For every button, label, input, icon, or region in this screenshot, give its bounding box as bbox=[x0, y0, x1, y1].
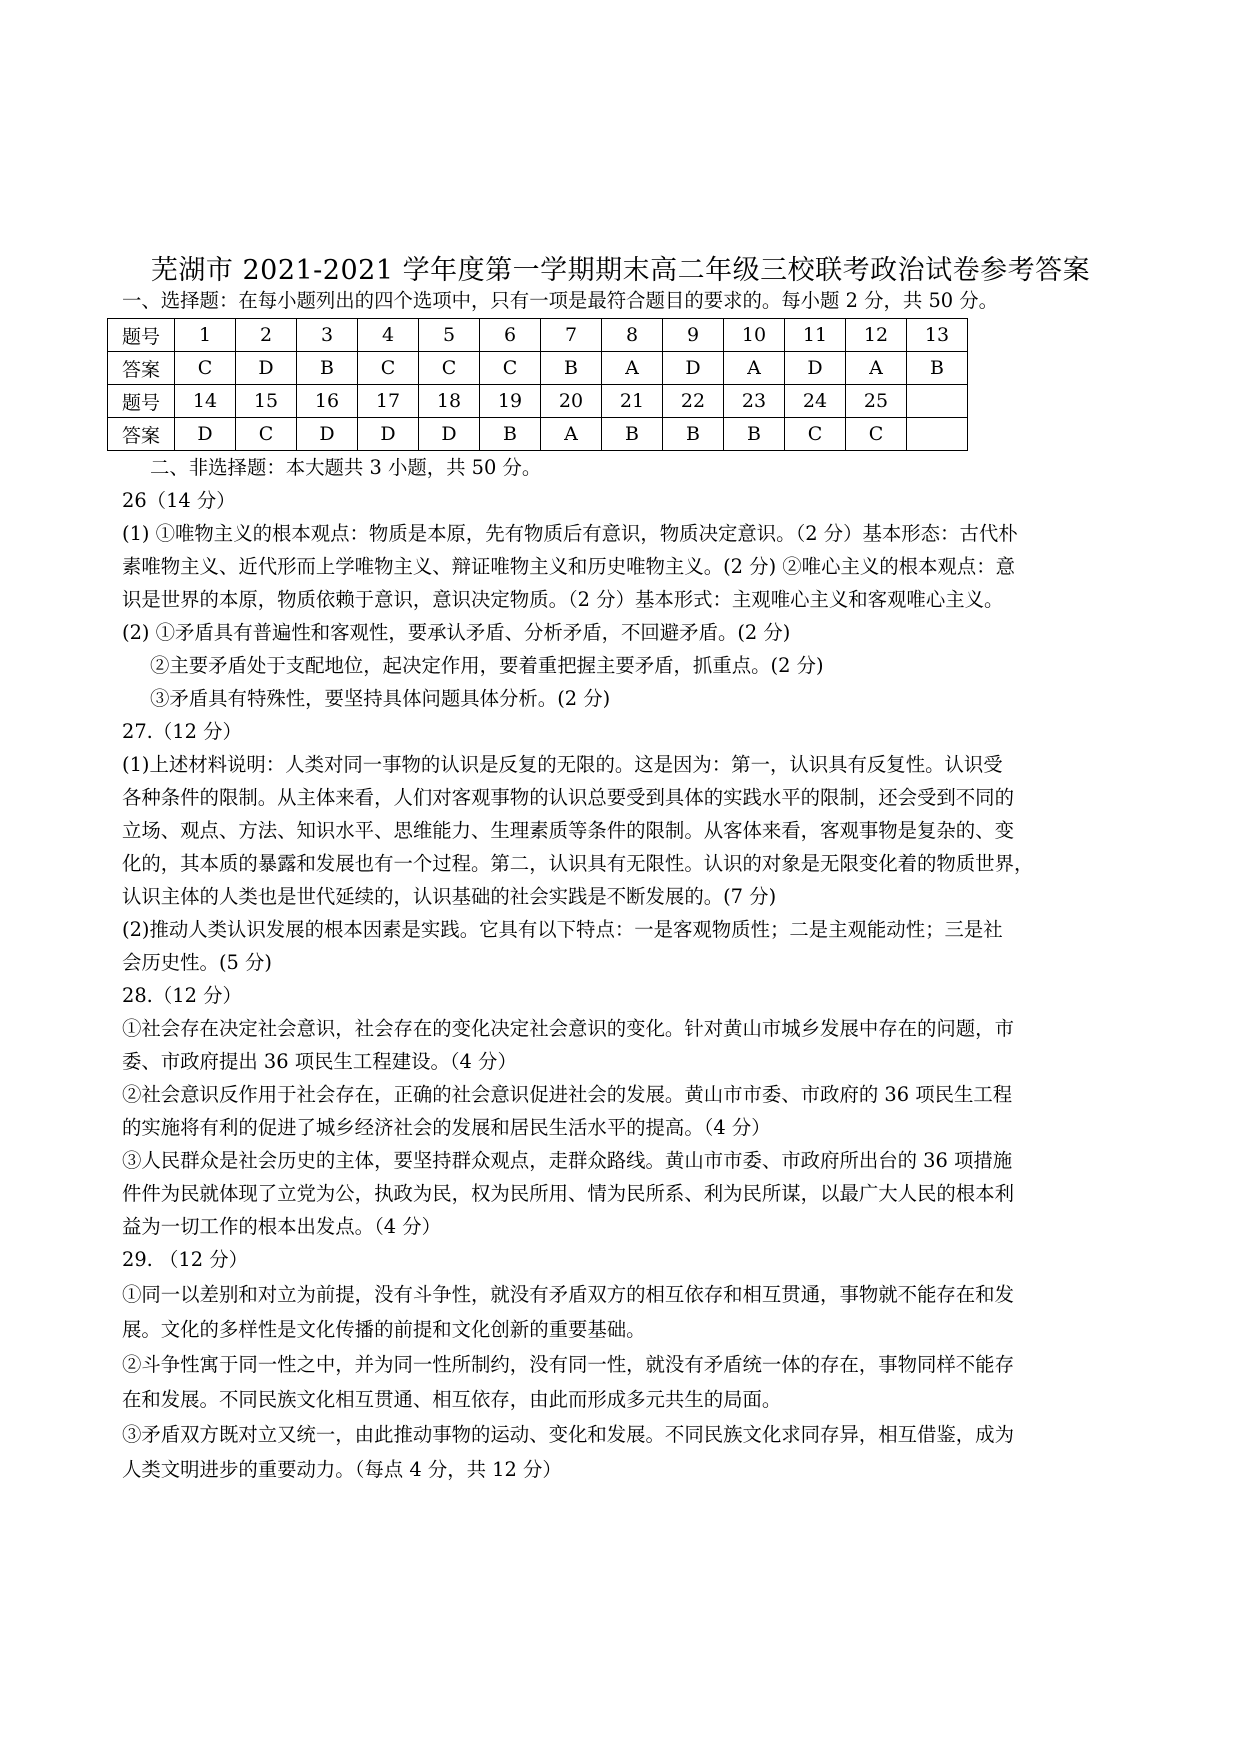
table-cell: B bbox=[724, 418, 785, 451]
answer-line: ③人民群众是社会历史的主体，要坚持群众观点，走群众路线。黄山市市委、市政府所出台的 36 项措施 bbox=[122, 1149, 1013, 1172]
table-cell bbox=[907, 385, 968, 418]
answer-table bbox=[107, 318, 968, 451]
answer-line: ①社会存在决定社会意识，社会存在的变化决定社会意识的变化。针对黄山市城乡发展中存在的问题，市 bbox=[122, 1017, 1014, 1040]
table-cell: 9 bbox=[663, 319, 724, 352]
table-cell: D bbox=[663, 352, 724, 385]
table-cell: 20 bbox=[541, 385, 602, 418]
table-cell: C bbox=[175, 352, 236, 385]
answer-line: 的实施将有利的促进了城乡经济社会的发展和居民生活水平的提高。（4 分） bbox=[122, 1116, 771, 1139]
table-cell: C bbox=[785, 418, 846, 451]
table-cell bbox=[907, 418, 968, 451]
table-cell: D bbox=[236, 352, 297, 385]
table-cell: 6 bbox=[480, 319, 541, 352]
table-cell: 11 bbox=[785, 319, 846, 352]
table-cell: 3 bbox=[297, 319, 358, 352]
answer-line: ②社会意识反作用于社会存在，正确的社会意识促进社会的发展。黄山市市委、市政府的 36 项民生工程 bbox=[122, 1083, 1013, 1106]
answer-line: (2)推动人类认识发展的根本因素是实践。它具有以下特点：一是客观物质性；二是主观能动性；三是社 bbox=[122, 918, 1003, 941]
table-cell: A bbox=[724, 352, 785, 385]
answer-line: 人类文明进步的重要动力。（每点 4 分，共 12 分） bbox=[122, 1458, 562, 1481]
answer-line: ①同一以差别和对立为前提，没有斗争性，就没有矛盾双方的相互依存和相互贯通，事物就不能存在和发 bbox=[122, 1283, 1014, 1306]
answer-line: ③矛盾具有特殊性，要坚持具体问题具体分析。(2 分) bbox=[150, 687, 611, 710]
table-cell: 21 bbox=[602, 385, 663, 418]
question-29-heading: 29. （12 分） bbox=[122, 1248, 249, 1271]
table-cell: C bbox=[480, 352, 541, 385]
answer-line: 各种条件的限制。从主体来看，人们对客观事物的认识总要受到具体的实践水平的限制，还会受到不同的 bbox=[122, 786, 1014, 809]
section-1-heading: 一、选择题：在每小题列出的四个选项中，只有一项是最符合题目的要求的。每小题 2 分，共 50 分。 bbox=[122, 289, 999, 312]
table-cell: C bbox=[236, 418, 297, 451]
table-cell: A bbox=[846, 352, 907, 385]
table-cell: B bbox=[480, 418, 541, 451]
table-cell: 12 bbox=[846, 319, 907, 352]
table-cell: 8 bbox=[602, 319, 663, 352]
table-cell: C bbox=[846, 418, 907, 451]
answer-line: ③矛盾双方既对立又统一，由此推动事物的运动、变化和发展。不同民族文化求同存异，相互借鉴，成为 bbox=[122, 1423, 1014, 1446]
table-cell: C bbox=[358, 352, 419, 385]
answer-line: 识是世界的本原，物质依赖于意识，意识决定物质。（2 分）基本形式：主观唯心主义和客观唯心主义。 bbox=[122, 588, 1004, 611]
row-label: 答案 bbox=[108, 352, 175, 385]
table-cell: D bbox=[297, 418, 358, 451]
table-cell: 24 bbox=[785, 385, 846, 418]
table-cell: C bbox=[419, 352, 480, 385]
table-cell: B bbox=[541, 352, 602, 385]
document-title: 芜湖市 2021-2021 学年度第一学期期末高二年级三校联考政治试卷参考答案 bbox=[150, 255, 1091, 286]
table-cell: 18 bbox=[419, 385, 480, 418]
table-cell: 25 bbox=[846, 385, 907, 418]
section-2-heading: 二、非选择题：本大题共 3 小题，共 50 分。 bbox=[150, 456, 542, 479]
answer-line: 件件为民就体现了立党为公，执政为民，权为民所用、情为民所系、利为民所谋，以最广大人民的根本利 bbox=[122, 1182, 1014, 1205]
question-26-heading: 26（14 分） bbox=[122, 489, 236, 512]
table-cell: 22 bbox=[663, 385, 724, 418]
table-cell: B bbox=[663, 418, 724, 451]
answer-line: (1)上述材料说明：人类对同一事物的认识是反复的无限的。这是因为：第一，认识具有反复性。认识受 bbox=[122, 753, 1003, 776]
row-label: 题号 bbox=[108, 319, 175, 352]
table-cell: 16 bbox=[297, 385, 358, 418]
table-cell: A bbox=[602, 352, 663, 385]
table-cell: 15 bbox=[236, 385, 297, 418]
answer-line: (2) ①矛盾具有普遍性和客观性，要承认矛盾、分析矛盾，不回避矛盾。(2 分) bbox=[122, 621, 791, 644]
table-cell: A bbox=[541, 418, 602, 451]
table-cell: 19 bbox=[480, 385, 541, 418]
answer-line: 化的，其本质的暴露和发展也有一个过程。第二，认识具有无限性。认识的对象是无限变化着的物质世界， bbox=[122, 852, 1034, 875]
table-cell: D bbox=[358, 418, 419, 451]
answer-line: 素唯物主义、近代形而上学唯物主义、辩证唯物主义和历史唯物主义。(2 分) ②唯心主义的根本观点：意 bbox=[122, 555, 1015, 578]
answer-line: ②主要矛盾处于支配地位，起决定作用，要着重把握主要矛盾，抓重点。(2 分) bbox=[150, 654, 824, 677]
answer-line: 益为一切工作的根本出发点。（4 分） bbox=[122, 1215, 442, 1238]
table-row-answers-2 bbox=[108, 418, 968, 451]
table-row-answers-1 bbox=[108, 352, 968, 385]
table-cell: 4 bbox=[358, 319, 419, 352]
row-label: 答案 bbox=[108, 418, 175, 451]
table-cell: B bbox=[602, 418, 663, 451]
table-cell: B bbox=[907, 352, 968, 385]
table-cell: 10 bbox=[724, 319, 785, 352]
table-row-questions-2 bbox=[108, 385, 968, 418]
table-cell: 7 bbox=[541, 319, 602, 352]
answer-line: 会历史性。(5 分) bbox=[122, 951, 272, 974]
table-cell: 1 bbox=[175, 319, 236, 352]
table-cell: D bbox=[419, 418, 480, 451]
question-28-heading: 28.（12 分） bbox=[122, 984, 242, 1007]
answer-line: 立场、观点、方法、知识水平、思维能力、生理素质等条件的限制。从客体来看，客观事物是复杂的、变 bbox=[122, 819, 1014, 842]
answer-line: 认识主体的人类也是世代延续的，认识基础的社会实践是不断发展的。(7 分) bbox=[122, 885, 777, 908]
row-label: 题号 bbox=[108, 385, 175, 418]
answer-line: (1) ①唯物主义的根本观点：物质是本原，先有物质后有意识，物质决定意识。（2 分）基本形态：古代朴 bbox=[122, 522, 1018, 545]
table-cell: D bbox=[175, 418, 236, 451]
table-cell: D bbox=[785, 352, 846, 385]
table-row-questions-1 bbox=[108, 319, 968, 352]
table-cell: B bbox=[297, 352, 358, 385]
table-cell: 17 bbox=[358, 385, 419, 418]
table-cell: 2 bbox=[236, 319, 297, 352]
table-cell: 23 bbox=[724, 385, 785, 418]
answer-line: 展。文化的多样性是文化传播的前提和文化创新的重要基础。 bbox=[122, 1318, 646, 1341]
table-cell: 5 bbox=[419, 319, 480, 352]
table-cell: 14 bbox=[175, 385, 236, 418]
table-cell: 13 bbox=[907, 319, 968, 352]
question-27-heading: 27.（12 分） bbox=[122, 720, 242, 743]
answer-line: 委、市政府提出 36 项民生工程建设。（4 分） bbox=[122, 1050, 517, 1073]
answer-line: ②斗争性寓于同一性之中，并为同一性所制约，没有同一性，就没有矛盾统一体的存在，事物同样不能存 bbox=[122, 1353, 1014, 1376]
answer-line: 在和发展。不同民族文化相互贯通、相互依存，由此而形成多元共生的局面。 bbox=[122, 1388, 782, 1411]
